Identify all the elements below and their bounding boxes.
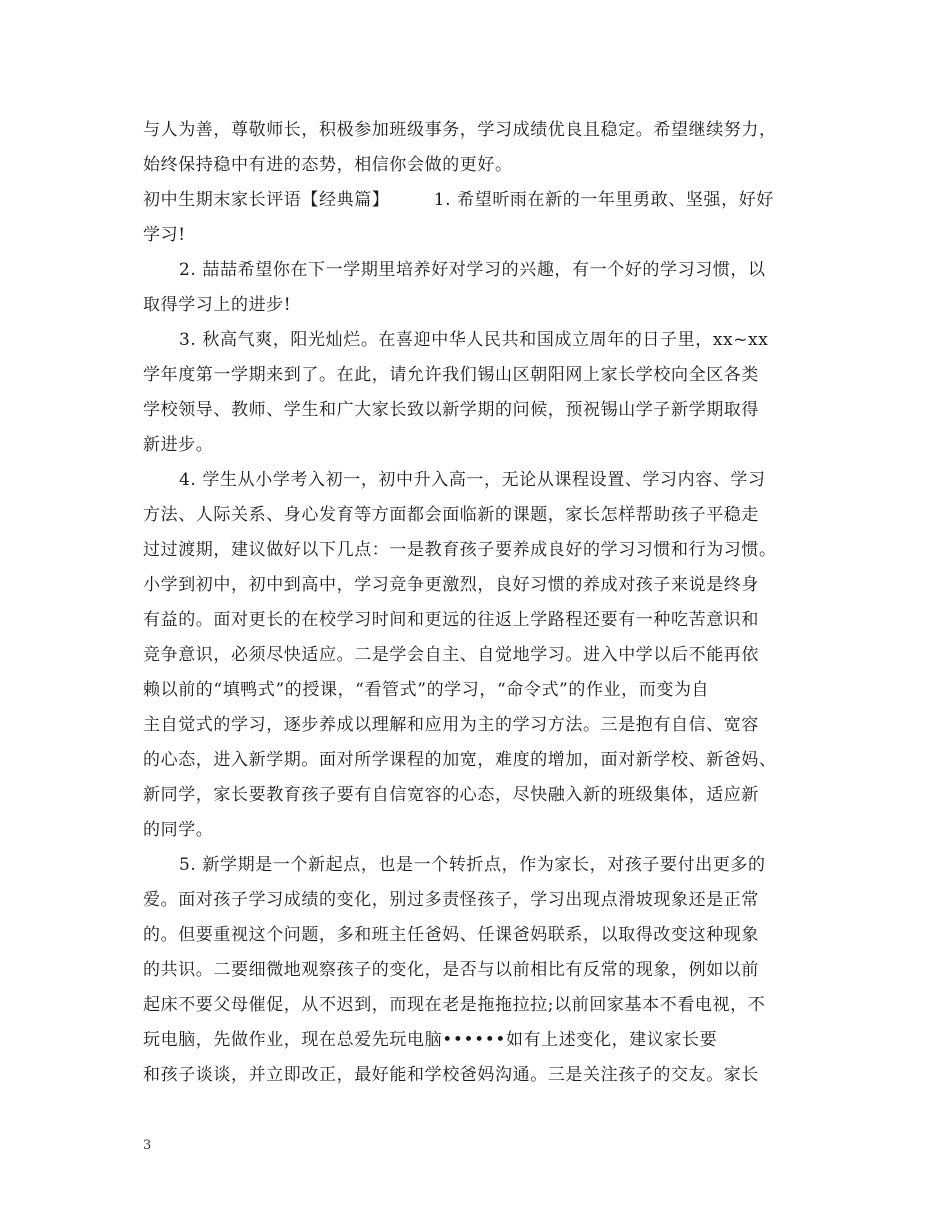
- text-line: 起床不要父母催促，从不迟到，而现在老是拖拖拉拉;以前回家基本不看电视，不: [143, 995, 766, 1015]
- text-line: 小学到初中，初中到高中，学习竞争更激烈，良好习惯的养成对孩子来说是终身: [143, 575, 759, 595]
- text-line: 学年度第一学期来到了。在此，请允许我们锡山区朝阳网上家长学校向全区各类: [143, 365, 759, 385]
- text-line: 2. 喆喆希望你在下一学期里培养好对学习的兴趣，有一个好的学习习惯，以: [179, 260, 766, 280]
- text-line: 方法、人际关系、身心发育等方面都会面临新的课题，家长怎样帮助孩子平稳走: [143, 505, 759, 525]
- text-line: 5. 新学期是一个新起点，也是一个转折点，作为家长，对孩子要付出更多的: [179, 855, 766, 875]
- section-heading-line: 初中生期末家长评语【经典篇】 1. 希望昕雨在新的一年里勇敢、坚强，好好: [143, 190, 774, 210]
- text-line: 取得学习上的进步!: [143, 295, 292, 315]
- text-line: 始终保持稳中有进的态势，相信你会做的更好。: [143, 155, 513, 175]
- text-line: 学习!: [143, 225, 186, 245]
- text-line: 赖以前的“填鸭式”的授课，“看管式”的学习，“命令式”的作业，而变为自: [143, 680, 710, 700]
- text-line: 与人为善，尊敬师长，积极参加班级事务，学习成绩优良且稳定。希望继续努力，: [143, 120, 777, 140]
- text-line: 的同学。: [143, 820, 214, 840]
- text-line: 新进步。: [143, 435, 214, 455]
- text-line: 和孩子谈谈，并立即改正，最好能和学校爸妈沟通。三是关注孩子的交友。家长: [143, 1065, 759, 1085]
- text-line: 学校领导、教师、学生和广大家长致以新学期的问候，预祝锡山学子新学期取得: [143, 400, 759, 420]
- text-line: 4. 学生从小学考入初一，初中升入高一，无论从课程设置、学习内容、学习: [179, 470, 766, 490]
- text-line: 过过渡期，建议做好以下几点：一是教育孩子要养成良好的学习习惯和行为习惯。: [143, 540, 777, 560]
- text-line: 的。但要重视这个问题，多和班主任爸妈、任课爸妈联系，以取得改变这种现象: [143, 925, 759, 945]
- text-line: 3. 秋高气爽，阳光灿烂。在喜迎中华人民共和国成立周年的日子里，xx~xx: [179, 330, 769, 350]
- page-number: 3: [143, 1138, 152, 1153]
- text-line: 主自觉式的学习，逐步养成以理解和应用为主的学习方法。三是抱有自信、宽容: [143, 715, 759, 735]
- text-line: 新同学，家长要教育孩子要有自信宽容的心态，尽快融入新的班级集体，适应新: [143, 785, 759, 805]
- text-line: 的共识。二要细微地观察孩子的变化，是否与以前相比有反常的现象，例如以前: [143, 960, 759, 980]
- text-line: 爱。面对孩子学习成绩的变化，别过多责怪孩子，学习出现点滑坡现象还是正常: [143, 890, 759, 910]
- text-line: 玩电脑，先做作业，现在总爱先玩电脑••••••如有上述变化，建议家长要: [143, 1030, 718, 1050]
- text-line: 的心态，进入新学期。面对所学课程的加宽，难度的增加，面对新学校、新爸妈、: [143, 750, 777, 770]
- text-line: 有益的。面对更长的在校学习时间和更远的往返上学路程还要有一种吃苦意识和: [143, 610, 759, 630]
- text-line: 竞争意识，必须尽快适应。二是学会自主、自觉地学习。进入中学以后不能再依: [143, 645, 759, 665]
